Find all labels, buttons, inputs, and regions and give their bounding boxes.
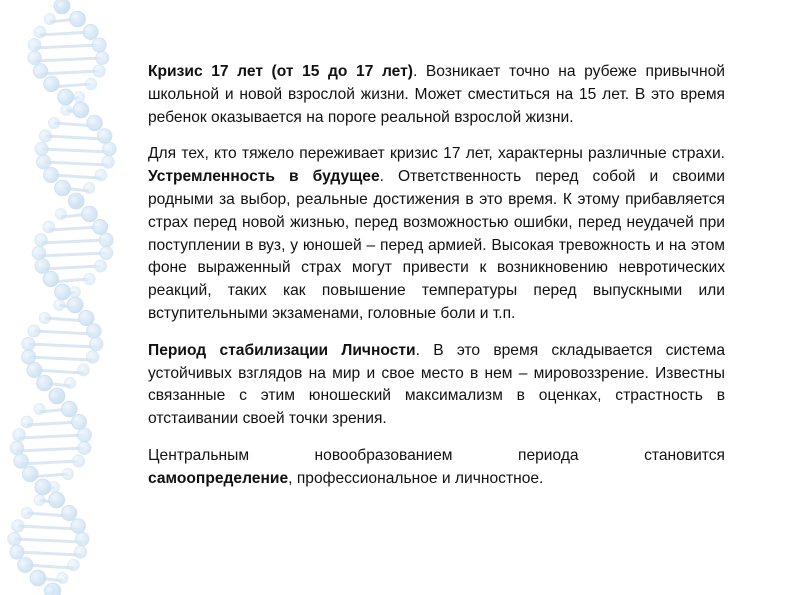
dna-sphere xyxy=(74,91,85,102)
dna-rod xyxy=(17,448,84,451)
dna-sphere xyxy=(49,390,60,401)
central-formation-line: Центральным новообразованием периода становится xyxy=(148,446,725,464)
dna-rod xyxy=(28,344,96,347)
dna-sphere xyxy=(43,271,59,287)
dna-sphere xyxy=(28,325,40,337)
future-orientation-heading: Устремленность в будущее xyxy=(148,168,380,186)
dna-sphere xyxy=(18,557,33,572)
dna-sphere xyxy=(72,455,84,467)
dna-sphere xyxy=(35,234,48,247)
crisis-17-text: . Возникает точно на рубеже привычной школьной и новой взрослой жизни. Может сместиться на 15 лет. В это время ребенок оказывается на пороге реальной взрослой жизни. xyxy=(148,63,725,126)
dna-sphere xyxy=(44,13,55,24)
dna-rod xyxy=(41,71,100,74)
dna-sphere xyxy=(82,206,98,222)
dna-sphere xyxy=(12,520,24,532)
dna-sphere xyxy=(39,312,51,324)
dna-rod xyxy=(34,331,94,334)
dna-sphere xyxy=(61,401,77,417)
dna-sphere xyxy=(67,297,83,313)
dna-rod xyxy=(42,149,110,152)
dna-rod xyxy=(35,45,100,48)
dna-sphere xyxy=(93,65,105,77)
dna-sphere xyxy=(85,78,96,89)
dna-rod xyxy=(18,526,78,529)
dna-sphere xyxy=(8,532,21,545)
dna-sphere xyxy=(35,259,50,274)
dna-sphere xyxy=(77,428,91,442)
dna-sphere xyxy=(30,570,46,586)
dna-sphere xyxy=(78,441,91,454)
dna-sphere xyxy=(34,403,45,414)
dna-sphere xyxy=(10,441,24,455)
paragraph-stabilization xyxy=(148,340,725,431)
dna-sphere xyxy=(44,585,55,595)
dna-sphere xyxy=(57,572,68,583)
stabilization-text: . В это время складывается система устойчивых взглядов на мир и свое место в нем – мировоззрение. Известны связанные с этим юношеский максимализм в оценках, страстность в отстаивании своей точки зрения. xyxy=(148,341,726,428)
paragraph-self-determination xyxy=(148,445,725,491)
dna-sphere xyxy=(28,39,41,52)
dna-sphere xyxy=(49,492,65,508)
dna-rod xyxy=(29,357,93,360)
dna-sphere xyxy=(62,468,73,479)
dna-sphere xyxy=(79,310,94,325)
dna-sphere xyxy=(103,142,117,156)
dna-sphere xyxy=(89,337,103,351)
dna-rod xyxy=(14,539,82,542)
dna-rod xyxy=(39,253,106,256)
dna-sphere xyxy=(55,284,71,300)
dna-sphere xyxy=(43,221,55,233)
dna-sphere xyxy=(61,505,76,520)
dna-sphere xyxy=(34,26,46,38)
dna-sphere xyxy=(21,507,33,519)
dna-rod xyxy=(41,240,106,243)
dna-sphere xyxy=(54,299,65,310)
self-determination-heading: самоопределение xyxy=(148,469,289,487)
dna-sphere xyxy=(73,102,89,118)
dna-sphere xyxy=(68,559,80,571)
dna-sphere xyxy=(87,115,103,131)
dna-sphere xyxy=(84,182,95,193)
dna-sphere xyxy=(70,195,81,206)
dna-sphere xyxy=(99,233,113,247)
fears-lead: Для тех, кто тяжело переживает кризис 17 лет, характерны различные страхи. xyxy=(148,145,725,163)
dna-sphere xyxy=(21,416,33,428)
dna-sphere xyxy=(14,454,29,469)
dna-sphere xyxy=(70,11,86,27)
dna-rod xyxy=(44,162,108,165)
dna-sphere xyxy=(72,414,87,429)
stabilization-heading: Период стабилизации Личности xyxy=(148,341,416,359)
dna-rod xyxy=(42,266,100,269)
crisis-17-heading: Кризис 17 лет (от 15 до 17 лет) xyxy=(148,63,413,80)
dna-sphere xyxy=(74,546,87,559)
slide-text xyxy=(148,61,725,505)
dna-sphere xyxy=(94,260,106,272)
dna-sphere xyxy=(37,375,53,391)
dna-sphere xyxy=(69,286,80,297)
dna-sphere xyxy=(35,142,48,155)
dna-sphere xyxy=(33,64,48,79)
dna-sphere xyxy=(93,219,108,234)
dna-sphere xyxy=(78,364,90,376)
dna-sphere xyxy=(58,89,74,105)
dna-rod xyxy=(17,552,81,555)
dna-sphere xyxy=(21,350,35,364)
dna-rod xyxy=(19,435,84,438)
paragraph-fears xyxy=(148,143,725,325)
dna-sphere xyxy=(37,155,51,169)
dna-sphere xyxy=(84,273,95,284)
dna-sphere xyxy=(92,38,106,52)
dna-sphere xyxy=(95,169,107,181)
dna-sphere xyxy=(34,494,45,505)
dna-rod xyxy=(21,461,79,464)
dna-sphere xyxy=(65,377,76,388)
dna-sphere xyxy=(96,51,109,64)
dna-helix-decoration xyxy=(0,0,140,595)
dna-sphere xyxy=(55,208,66,219)
dna-sphere xyxy=(71,519,86,534)
dna-sphere xyxy=(13,429,26,442)
dna-sphere xyxy=(43,167,58,182)
dna-sphere xyxy=(61,104,72,115)
dna-sphere xyxy=(39,130,51,142)
dna-sphere xyxy=(86,351,99,364)
dna-sphere xyxy=(44,76,60,92)
dna-sphere xyxy=(35,479,51,495)
dna-sphere xyxy=(22,466,38,482)
dna-sphere xyxy=(22,337,35,350)
dna-sphere xyxy=(32,246,46,260)
dna-sphere xyxy=(87,324,102,339)
dna-sphere xyxy=(57,1,68,12)
dna-sphere xyxy=(28,51,42,65)
dna-sphere xyxy=(55,180,71,196)
dna-sphere xyxy=(102,156,115,169)
dna-sphere xyxy=(100,246,113,259)
paragraph-crisis-17 xyxy=(148,61,725,129)
dna-sphere xyxy=(27,362,42,377)
dna-sphere xyxy=(75,532,89,546)
dna-sphere xyxy=(83,24,98,39)
dna-sphere xyxy=(48,117,59,128)
dna-rod xyxy=(45,136,104,139)
dna-sphere xyxy=(10,545,24,559)
dna-rod xyxy=(35,58,103,61)
self-determination-text: , профессиональное и личностное. xyxy=(288,469,544,487)
fears-text: . Ответственность перед собой и своими родными за выбор, реальные достижения в это время. К этому прибавляется страх перед новой жизнью, перед возможностью ошибки, перед неудачей при поступлении в вуз, у юношей – перед армией. Высокая тревожность и на этом фоне выраженный страх могут привести к возникновению невротических реакций, таких как повышение температуры перед выпускными или вступительными экзаменами, головные боли и т.п. xyxy=(148,168,725,322)
dna-sphere xyxy=(97,129,112,144)
